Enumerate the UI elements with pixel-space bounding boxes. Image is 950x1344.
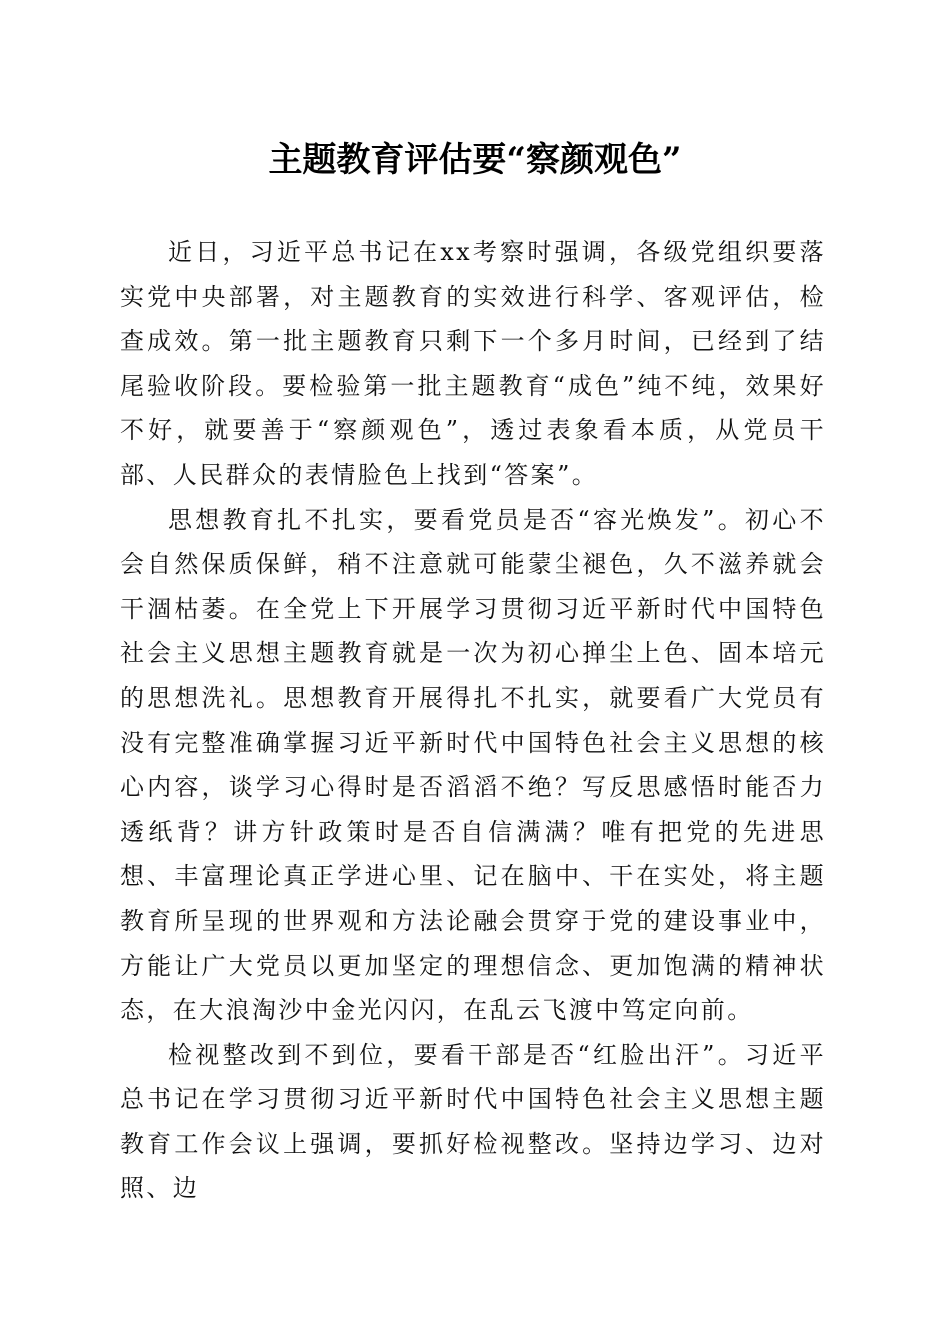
- paragraph-2: 思想教育扎不扎实，要看党员是否“容光焕发”。初心不会自然保质保鲜，稍不注意就可能蒙尘褪色，久不滋养就会干涸枯萎。在全党上下开展学习贯彻习近平新时代中国特色社会主义思想主题教育就是一次为初心掸尘上色、固本培元的思想洗礼。思想教育开展得扎不扎实，就要看广大党员有没有完整准确掌握习近平新时代中国特色社会主义思想的核心内容，谈学习心得时是否滔滔不绝？写反思感悟时能否力透纸背？讲方针政策时是否自信满满？唯有把党的先进思想、丰富理论真正学进心里、记在脑中、干在实处，将主题教育所呈现的世界观和方法论融会贯穿于党的建设事业中，方能让广大党员以更加坚定的理想信念、更加饱满的精神状态，在大浪淘沙中金光闪闪，在乱云飞渡中笃定向前。: [120, 505, 826, 1025]
- document-body: [120, 230, 826, 1211]
- document-title: 主题教育评估要“察颜观色”: [268, 140, 682, 180]
- paragraph-1: 近日，习近平总书记在xx考察时强调，各级党组织要落实党中央部署，对主题教育的实效进行科学、客观评估，检查成效。第一批主题教育只剩下一个多月时间，已经到了结尾验收阶段。要检验第一批主题教育“成色”纯不纯，效果好不好，就要善于“察颜观色”，透过表象看本质，从党员干部、人民群众的表情脸色上找到“答案”。: [120, 238, 826, 489]
- paragraph-3: 检视整改到不到位，要看干部是否“红脸出汗”。习近平总书记在学习贯彻习近平新时代中国特色社会主义思想主题教育工作会议上强调，要抓好检视整改。坚持边学习、边对照、边: [120, 1040, 826, 1203]
